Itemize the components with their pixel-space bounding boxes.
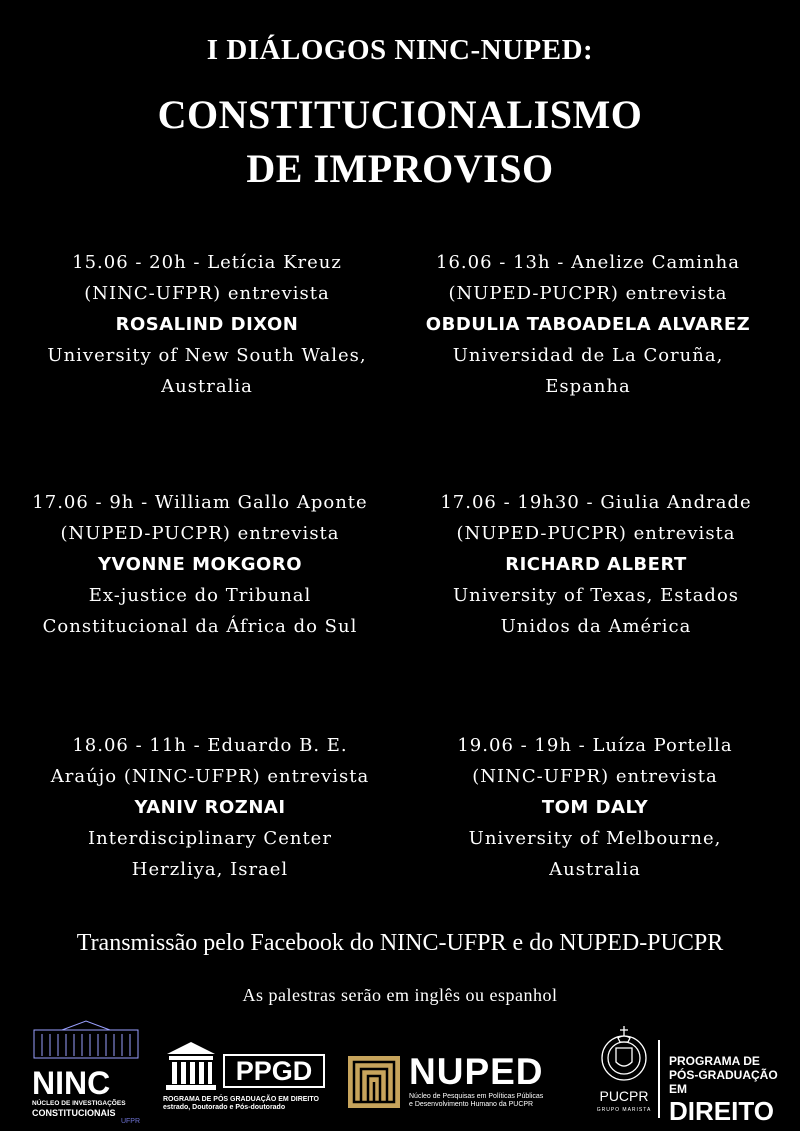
session-interviewer: (NINC-UFPR) entrevista — [472, 766, 718, 787]
nuped-sub-1: Núcleo de Pesquisas em Políticas Públicas — [409, 1093, 544, 1100]
nuped-sub-2: e Desenvolvimento Humano da PUCPR — [409, 1101, 534, 1108]
broadcast-note: Transmissão pelo Facebook do NINC-UFPR e do NUPED-PUCPR — [76, 930, 724, 956]
programa-direito-logo — [669, 1054, 789, 1126]
event-subtitle — [0, 88, 800, 196]
ninc-sub-2: CONSTITUCIONAIS — [32, 1108, 116, 1118]
language-note: As palestras serão em inglês ou espanhol — [242, 985, 558, 1005]
session-affiliation: Ex-justice do Tribunal — [88, 585, 312, 606]
session-affiliation-2: Constitucional da África do Sul — [42, 616, 358, 637]
session-affiliation: Universidad de La Coruña, — [452, 345, 724, 366]
session-guest: YANIV ROZNAI — [134, 797, 286, 818]
session-interviewer: (NUPED-PUCPR) entrevista — [60, 523, 340, 544]
session-schedule: 15.06 - 20h - Letícia Kreuz — [72, 252, 342, 273]
ninc-name: NINC — [32, 1065, 111, 1101]
pucpr-name: PUCPR — [599, 1088, 649, 1104]
session-affiliation-2: Espanha — [545, 376, 631, 397]
session-guest: TOM DALY — [541, 797, 649, 818]
session-guest: YVONNE MOKGORO — [97, 554, 303, 575]
session-schedule: 17.06 - 9h - William Gallo Aponte — [32, 492, 368, 513]
session-affiliation-2: Australia — [161, 376, 253, 397]
nuped-logo — [347, 1052, 577, 1116]
session-guest: ROSALIND DIXON — [115, 314, 299, 335]
session-affiliation: University of Texas, Estados — [452, 585, 740, 606]
session-guest: OBDULIA TABOADELA ALVAREZ — [425, 314, 751, 335]
nuped-name: NUPED — [409, 1051, 544, 1092]
session-6 — [395, 730, 795, 885]
session-interviewer: (NINC-UFPR) entrevista — [84, 283, 330, 304]
programa-line-3: DIREITO — [669, 1096, 774, 1126]
session-affiliation: University of New South Wales, — [47, 345, 367, 366]
ninc-logo — [32, 1020, 140, 1125]
pucpr-crest-icon — [596, 1024, 652, 1084]
session-affiliation: University of Melbourne, — [468, 828, 722, 849]
session-affiliation-2: Unidos da América — [500, 616, 692, 637]
logo-divider — [658, 1040, 660, 1118]
ninc-building-icon — [32, 1020, 140, 1060]
subtitle-line-1: CONSTITUCIONALISMO — [157, 92, 643, 137]
columns-icon — [163, 1040, 219, 1092]
subtitle-line-2: DE IMPROVISO — [246, 146, 554, 191]
ppgd-sub-2: estrado, Doutorado e Pós-doutorado — [163, 1104, 286, 1111]
pucpr-logo — [594, 1024, 654, 1120]
session-2 — [388, 247, 788, 402]
programa-line-1: PROGRAMA DE — [669, 1054, 760, 1068]
session-3 — [0, 487, 400, 642]
session-1 — [7, 247, 407, 402]
session-interviewer: Araújo (NINC-UFPR) entrevista — [50, 766, 370, 787]
session-schedule: 18.06 - 11h - Eduardo B. E. — [72, 735, 348, 756]
session-schedule: 19.06 - 19h - Luíza Portella — [457, 735, 733, 756]
event-title: I DIÁLOGOS NINC-NUPED: — [206, 34, 594, 66]
ppgd-logo — [163, 1040, 335, 1120]
ppgd-box — [223, 1054, 325, 1088]
ninc-sub-1: NÚCLEO DE INVESTIGAÇÕES — [32, 1100, 126, 1107]
ppgd-sub-1: ROGRAMA DE PÓS GRADUAÇÃO EM DIREITO — [163, 1096, 319, 1103]
session-5 — [10, 730, 410, 885]
session-guest: RICHARD ALBERT — [505, 554, 687, 575]
session-schedule: 16.06 - 13h - Anelize Caminha — [436, 252, 740, 273]
session-4 — [396, 487, 796, 642]
ppgd-name: PPGD — [235, 1056, 313, 1086]
ninc-sub-3: UFPR — [120, 1118, 140, 1125]
session-affiliation-2: Herzliya, Israel — [131, 859, 289, 880]
nuped-emblem-icon — [347, 1055, 401, 1109]
pucpr-sub: GRUPO MARISTA — [596, 1107, 652, 1113]
session-affiliation: Interdisciplinary Center — [88, 828, 332, 849]
session-schedule: 17.06 - 19h30 - Giulia Andrade — [440, 492, 752, 513]
session-interviewer: (NUPED-PUCPR) entrevista — [456, 523, 736, 544]
session-affiliation-2: Australia — [549, 859, 641, 880]
session-interviewer: (NUPED-PUCPR) entrevista — [448, 283, 728, 304]
programa-line-2: PÓS-GRADUAÇÃO EM — [669, 1068, 778, 1096]
